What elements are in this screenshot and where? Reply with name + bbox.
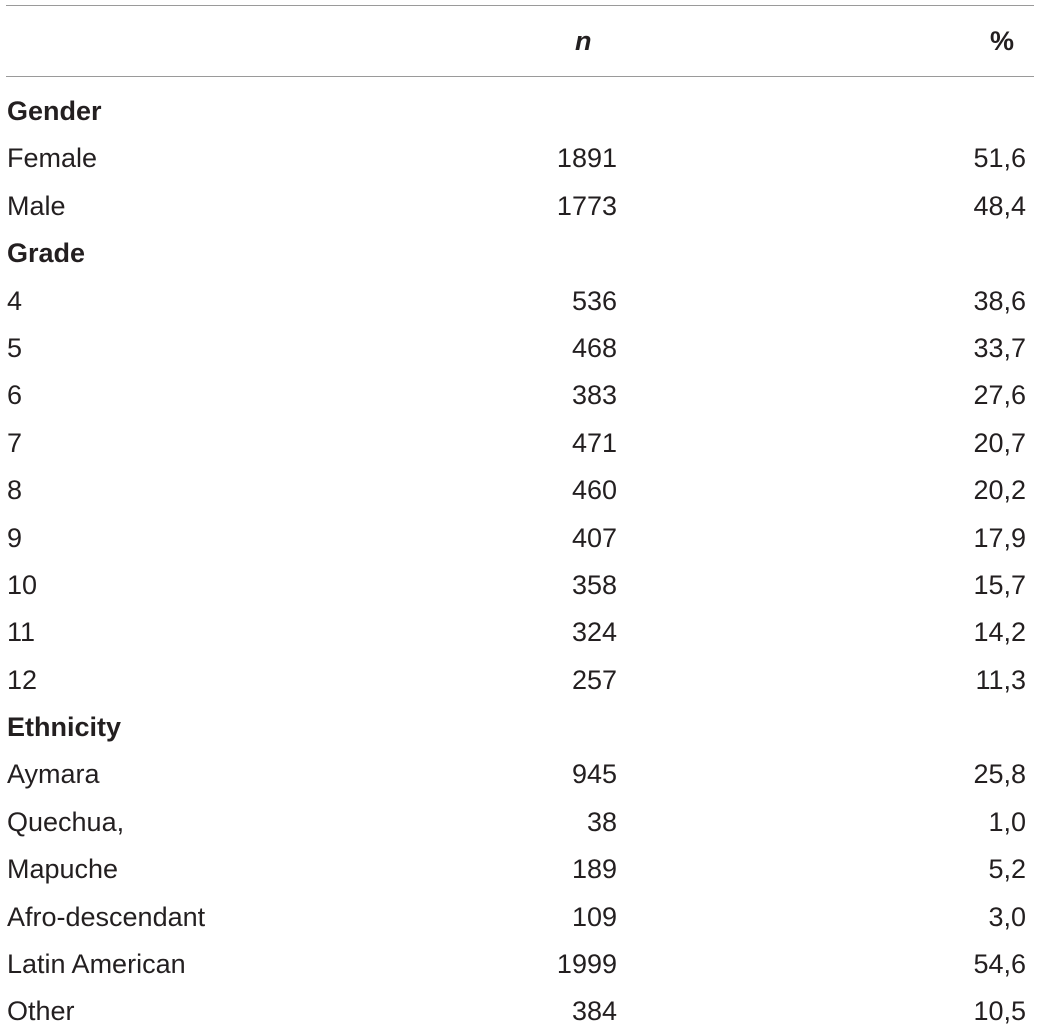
- row-percent: 54,6: [973, 949, 1026, 980]
- row-percent: 5,2: [988, 854, 1026, 885]
- row-label: 5: [7, 332, 23, 363]
- table-row: [0, 325, 1040, 372]
- row-percent: 15,7: [973, 569, 1026, 600]
- row-percent: 38,6: [973, 285, 1026, 316]
- row-count: 109: [571, 901, 617, 932]
- row-percent: 17,9: [973, 522, 1026, 553]
- row-label: 11: [7, 617, 36, 648]
- row-count: 384: [571, 996, 617, 1027]
- row-count: 257: [571, 664, 617, 695]
- row-label: Quechua,: [7, 806, 125, 837]
- row-label: Other: [7, 996, 75, 1027]
- table-header: [0, 6, 1040, 76]
- row-percent: 48,4: [973, 190, 1026, 221]
- section-title: Gender: [7, 96, 102, 126]
- row-count: 468: [571, 332, 617, 363]
- row-label: Male: [7, 190, 66, 221]
- row-label: 6: [7, 380, 23, 411]
- row-percent: 25,8: [973, 759, 1026, 790]
- table-row: [0, 846, 1040, 893]
- row-label: Female: [7, 143, 98, 174]
- table-row: [0, 609, 1040, 656]
- row-percent: 20,7: [973, 427, 1026, 458]
- row-label: 4: [7, 285, 23, 316]
- row-percent: 11,3: [975, 664, 1026, 695]
- table-body: [0, 88, 1040, 1036]
- table-row: [0, 467, 1040, 514]
- table-row: [0, 988, 1040, 1035]
- row-label: 8: [7, 475, 23, 506]
- table-row: [0, 420, 1040, 467]
- table-row: [0, 894, 1040, 941]
- row-count: 536: [571, 285, 617, 316]
- row-count: 1773: [556, 190, 617, 221]
- row-count: 38: [586, 806, 617, 837]
- row-label: 12: [7, 664, 38, 695]
- table-row: [0, 278, 1040, 325]
- table-row: [0, 799, 1040, 846]
- row-label: Latin American: [7, 949, 186, 980]
- column-header-n: n: [575, 26, 592, 56]
- row-percent: 20,2: [973, 475, 1026, 506]
- section-header-row: [0, 88, 1040, 135]
- table-row: [0, 135, 1040, 182]
- row-percent: 3,0: [988, 901, 1026, 932]
- row-label: Afro-descendant: [7, 901, 206, 932]
- row-count: 383: [571, 380, 617, 411]
- row-percent: 33,7: [973, 332, 1026, 363]
- row-percent: 51,6: [973, 143, 1026, 174]
- row-count: 471: [571, 427, 617, 458]
- table-row: [0, 372, 1040, 419]
- row-count: 1999: [556, 949, 617, 980]
- section-header-row: [0, 704, 1040, 751]
- row-percent: 27,6: [973, 380, 1026, 411]
- row-percent: 1,0: [988, 806, 1026, 837]
- row-label: 7: [7, 427, 23, 458]
- row-count: 945: [571, 759, 617, 790]
- row-count: 358: [571, 569, 617, 600]
- row-label: Aymara: [7, 759, 100, 790]
- row-label: 9: [7, 522, 23, 553]
- column-header-percent: %: [989, 26, 1014, 56]
- row-label: Mapuche: [7, 854, 119, 885]
- row-percent: 10,5: [973, 996, 1026, 1027]
- row-percent: 14,2: [973, 617, 1026, 648]
- table-row: [0, 183, 1040, 230]
- section-header-row: [0, 230, 1040, 277]
- header-rule: [6, 76, 1034, 77]
- row-count: 407: [571, 522, 617, 553]
- row-count: 460: [571, 475, 617, 506]
- table-row: [0, 657, 1040, 704]
- table-row: [0, 515, 1040, 562]
- row-count: 324: [571, 617, 617, 648]
- row-count: 189: [571, 854, 617, 885]
- table-row: [0, 751, 1040, 798]
- row-label: 10: [7, 569, 38, 600]
- row-count: 1891: [556, 143, 617, 174]
- section-title: Grade: [7, 238, 86, 269]
- table-row: [0, 562, 1040, 609]
- table-row: [0, 941, 1040, 988]
- section-title: Ethnicity: [7, 712, 122, 743]
